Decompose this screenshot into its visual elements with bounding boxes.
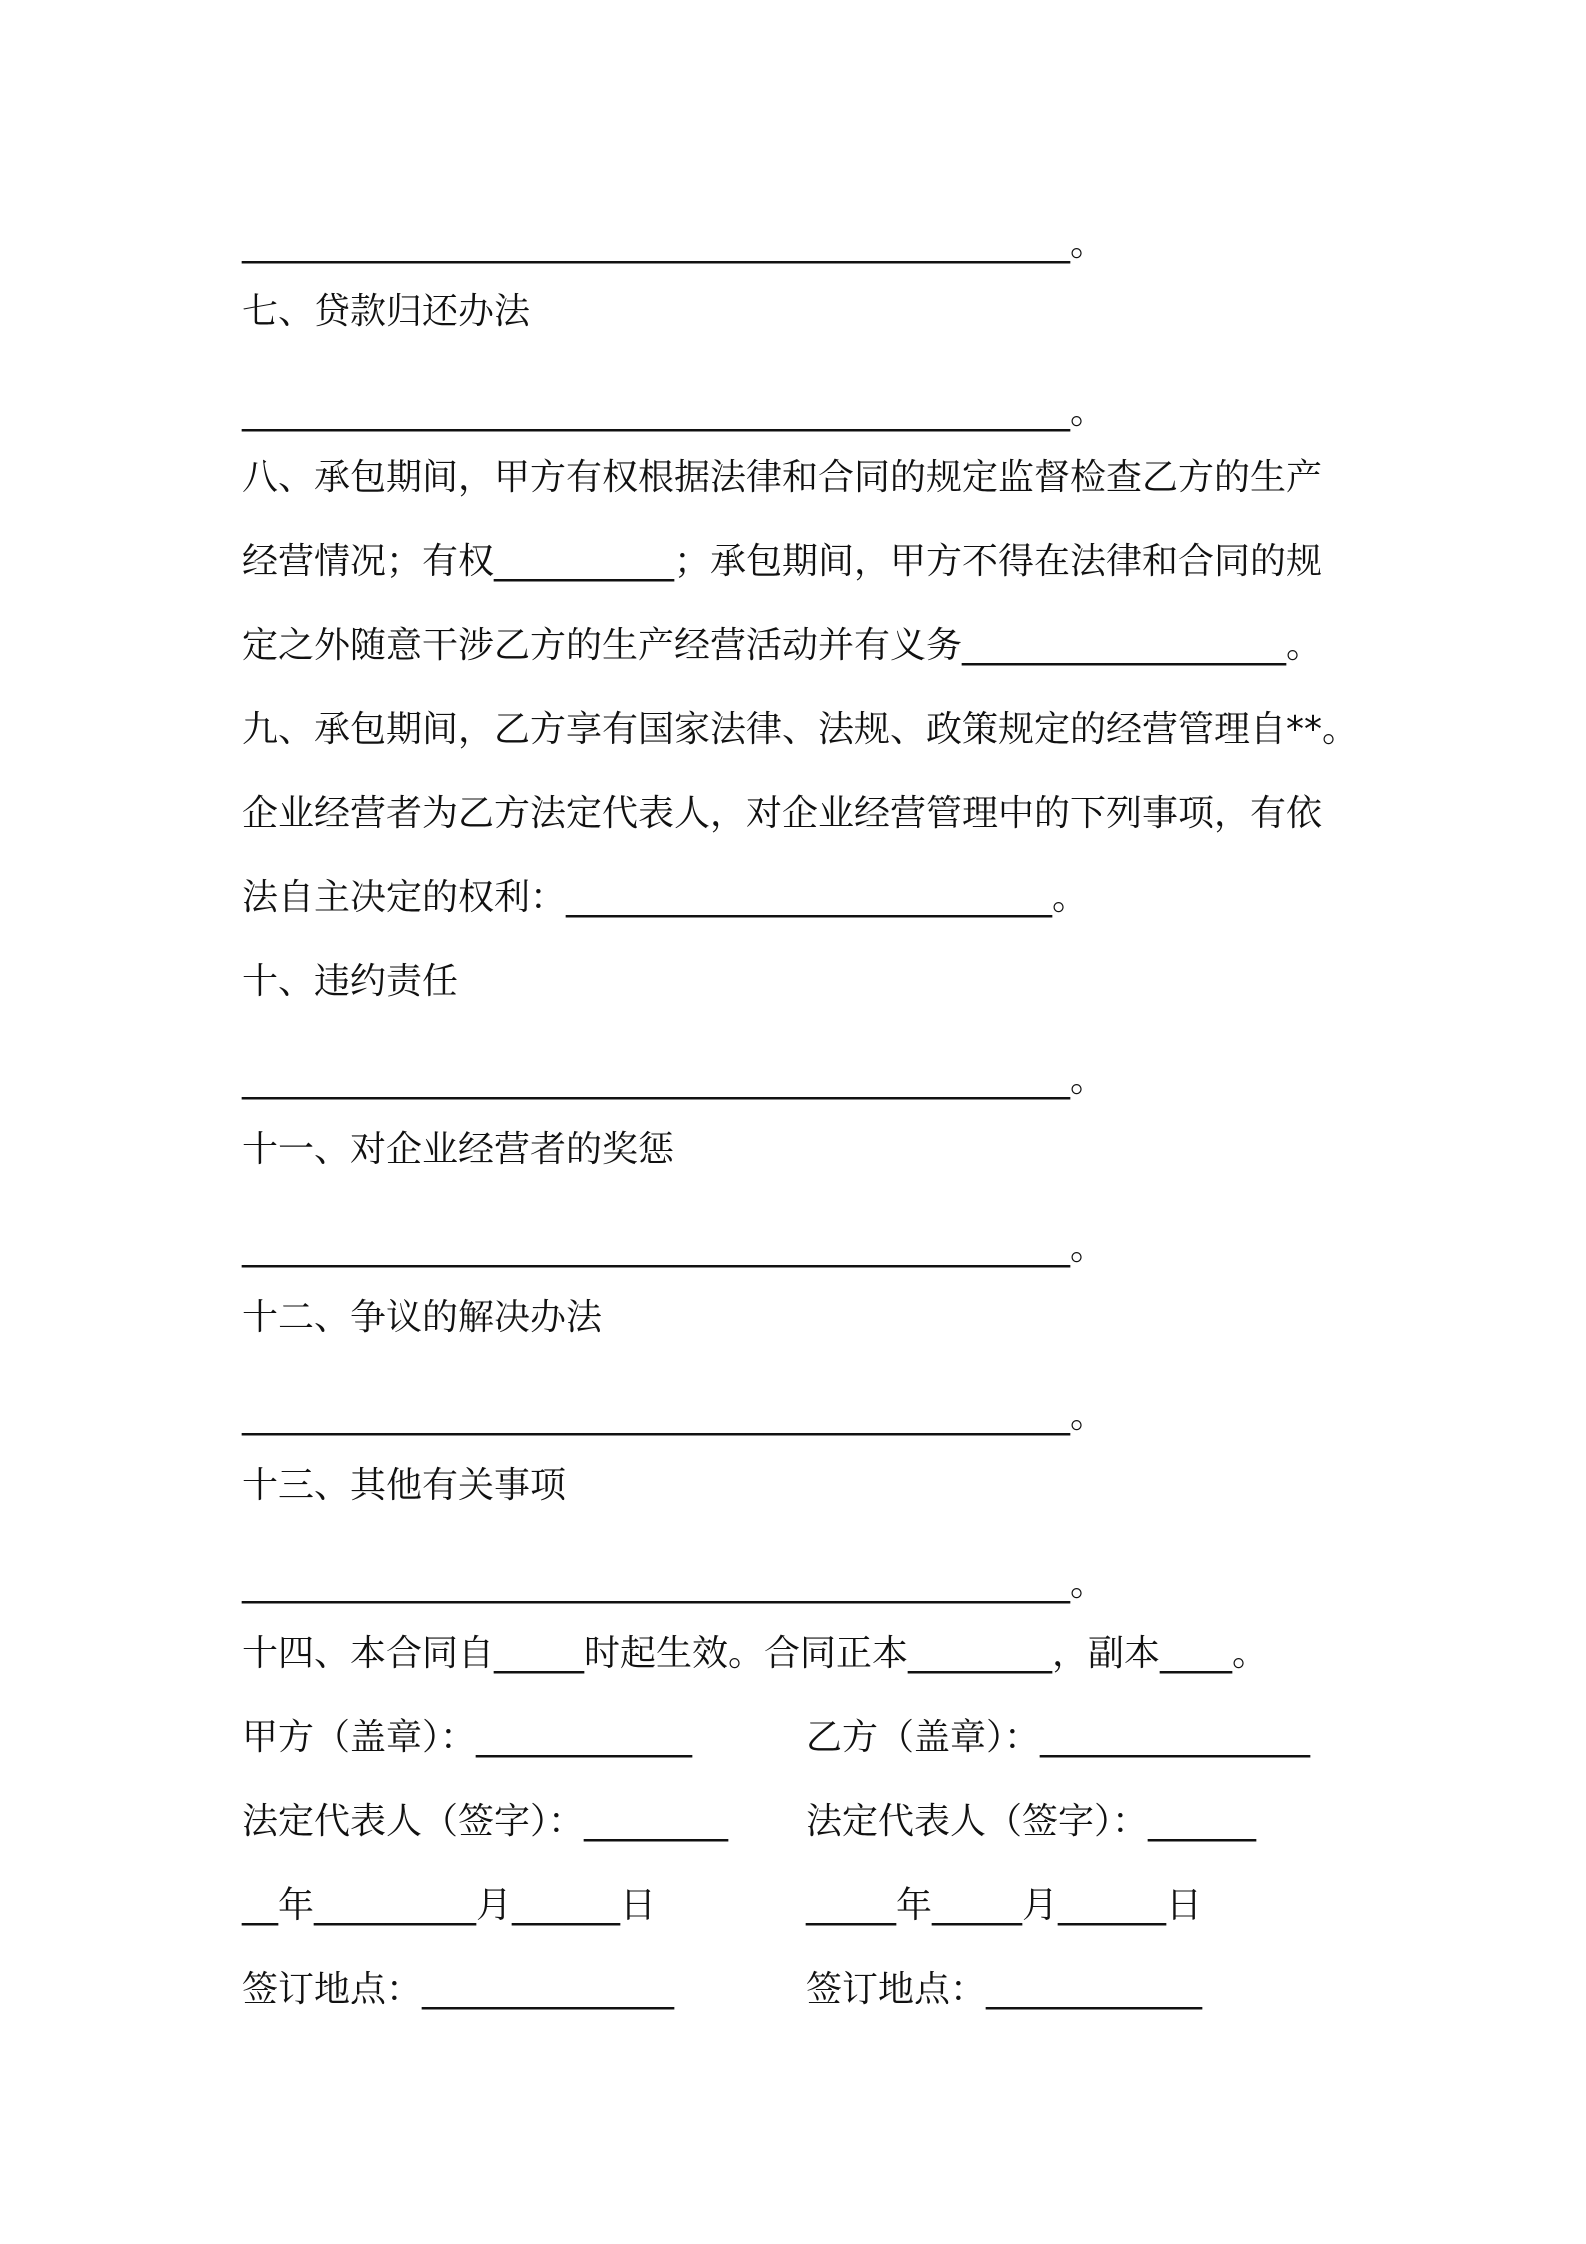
section-7-heading: 七、贷款归还办法 [242, 291, 531, 332]
party-b-representative-field: 法定代表人（签字）：______ [806, 1801, 1257, 1842]
section-9-text-1: 九、承包期间，乙方享有国家法律、法规、政策规定的经营管理自**。 [242, 709, 1359, 750]
section-9-text-2: 企业经营者为乙方法定代表人，对企业经营管理中的下列事项，有依 [242, 793, 1323, 834]
party-b-seal-field: 乙方（盖章）：_______________ [806, 1717, 1311, 1758]
blank-line: ______________________________________________。 [242, 1059, 1106, 1100]
section-8-text-1: 八、承包期间，甲方有权根据法律和合同的规定监督检查乙方的生产 [242, 457, 1323, 498]
party-a-place-field: 签订地点：______________ [242, 1969, 675, 2010]
party-a-seal-field: 甲方（盖章）：____________ [242, 1717, 693, 1758]
section-11-heading: 十一、对企业经营者的奖惩 [242, 1129, 675, 1170]
section-10-heading: 十、违约责任 [242, 961, 459, 1002]
section-8-text-3: 定之外随意干涉乙方的生产经营活动并有义务__________________。 [242, 625, 1323, 666]
blank-line: ______________________________________________。 [242, 391, 1106, 432]
section-9-text-3: 法自主决定的权利：___________________________。 [242, 877, 1089, 918]
section-12-heading: 十二、争议的解决办法 [242, 1297, 603, 1338]
section-8-text-2: 经营情况；有权__________；承包期间，甲方不得在法律和合同的规 [242, 541, 1323, 582]
party-b-date-field: _____年_____月______日 [806, 1885, 1202, 1926]
blank-line: ______________________________________________。 [242, 1227, 1106, 1268]
blank-line: ______________________________________________。 [242, 223, 1106, 264]
section-13-heading: 十三、其他有关事项 [242, 1465, 567, 1506]
section-14-text: 十四、本合同自_____时起生效。合同正本________，副本____。 [242, 1633, 1269, 1674]
blank-line: ______________________________________________。 [242, 1395, 1106, 1436]
blank-line: ______________________________________________。 [242, 1563, 1106, 1604]
party-b-place-field: 签订地点：____________ [806, 1969, 1203, 2010]
party-a-representative-field: 法定代表人（签字）：________ [242, 1801, 729, 1842]
party-a-date-field: __年_________月______日 [242, 1885, 656, 1926]
